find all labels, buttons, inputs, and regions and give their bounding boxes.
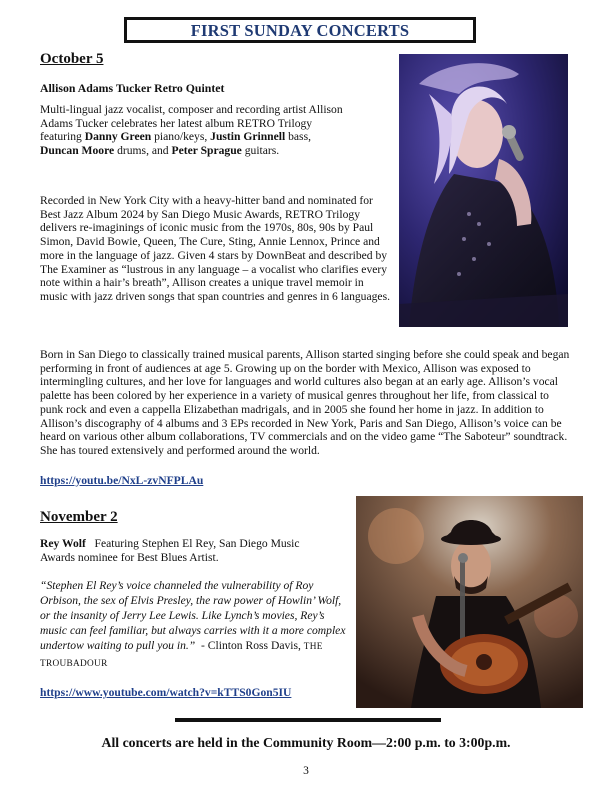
quote-attribution: - Clinton Ross Davis, [201, 639, 301, 652]
vocalist-image [399, 54, 568, 327]
guitarist-photo [356, 496, 583, 708]
event-bio-paragraph: Born in San Diego to classically trained musical parents, Allison started singing before she could speak and began performing in front of audiences at age 5. Growing up on the border with Mexico, Allison was exposed to intermingling cultures, and her love for languages and world cultures also began at an early age. Allison’s vocal palette has been colored by her experience in a variety of musical genres throughout her life, from classical to punk rock and even a cappella Elizabethan madrigals, and in 2005 she found her home in jazz. In addition to Allison’s discography of 4 albums and 3 EPs recorded in New York, Paris and San Diego, Allison’s voice can be heard on various other album collaborations, TV commercials and on the video game “The Saboteur” soundtrack. She has toured extensively and performed around the world. [40, 348, 570, 457]
event-video-link-2[interactable]: https://www.youtube.com/watch?v=kTTS0Gon5IU [40, 686, 292, 699]
event-video-link[interactable]: https://youtu.be/NxL-zvNFPLAu [40, 474, 204, 487]
quote-source: THE TROUBADOUR [40, 642, 323, 669]
event-intro-paragraph: Multi-lingual jazz vocalist, composer and recording artist Allison Adams Tucker celebrates her latest album RETRO Trilogy featuring Danny Green piano/keys, Justin Grinnell bass, Duncan Moore drums, and Peter Sprague guitars. [40, 103, 343, 158]
page-banner [124, 17, 476, 43]
event-description-paragraph: Recorded in New York City with a heavy-hitter band and nominated for Best Jazz Album 2024 by San Diego Music Awards, RETRO Trilogy delivers re-imaginings of iconic music from the 1970s, 80s, 90s by Paul Simon, David Bowie, Queen, The Cure, Sting, Annie Lennox, Prince and more in the language of jazz. Given 4 stars by DownBeat and described by The Examiner as “lustrous in any language – a vocalist who clarifies every note within a hair’s breath”, Allison creates a unique travel memoir in music with jazz driven songs that span countries and genres in 6 languages. [40, 194, 390, 303]
footer-note: All concerts are held in the Community Room—2:00 p.m. to 3:00p.m. [101, 735, 511, 750]
vocalist-photo [399, 54, 568, 327]
quote-text: “Stephen El Rey’s voice channeled the vulnerability of Roy Orbison, the sex of Elvis Presley, the raw power of Howlin’ Wolf, or the insanity of Jerry Lee Lewis. Like Lynch’s movies, Rey’s music can feel familiar, but always carries with it a more complex undertow waiting to pull you in.” [40, 579, 346, 652]
page-title: FIRST SUNDAY CONCERTS [190, 21, 410, 40]
footer-divider [175, 718, 441, 722]
press-quote [40, 578, 348, 672]
guitarist-image [356, 496, 583, 708]
event-date-october: October 5 [40, 51, 104, 67]
event-subtitle-rey-wolf: Rey Wolf Featuring Stephen El Rey, San Diego Music Awards nominee for Best Blues Artist. [40, 537, 300, 564]
event-date-november: November 2 [40, 509, 118, 525]
event-title-rey-wolf: Rey Wolf [40, 537, 86, 550]
event-title-allison: Allison Adams Tucker Retro Quintet [40, 81, 225, 95]
page-number: 3 [303, 765, 309, 777]
